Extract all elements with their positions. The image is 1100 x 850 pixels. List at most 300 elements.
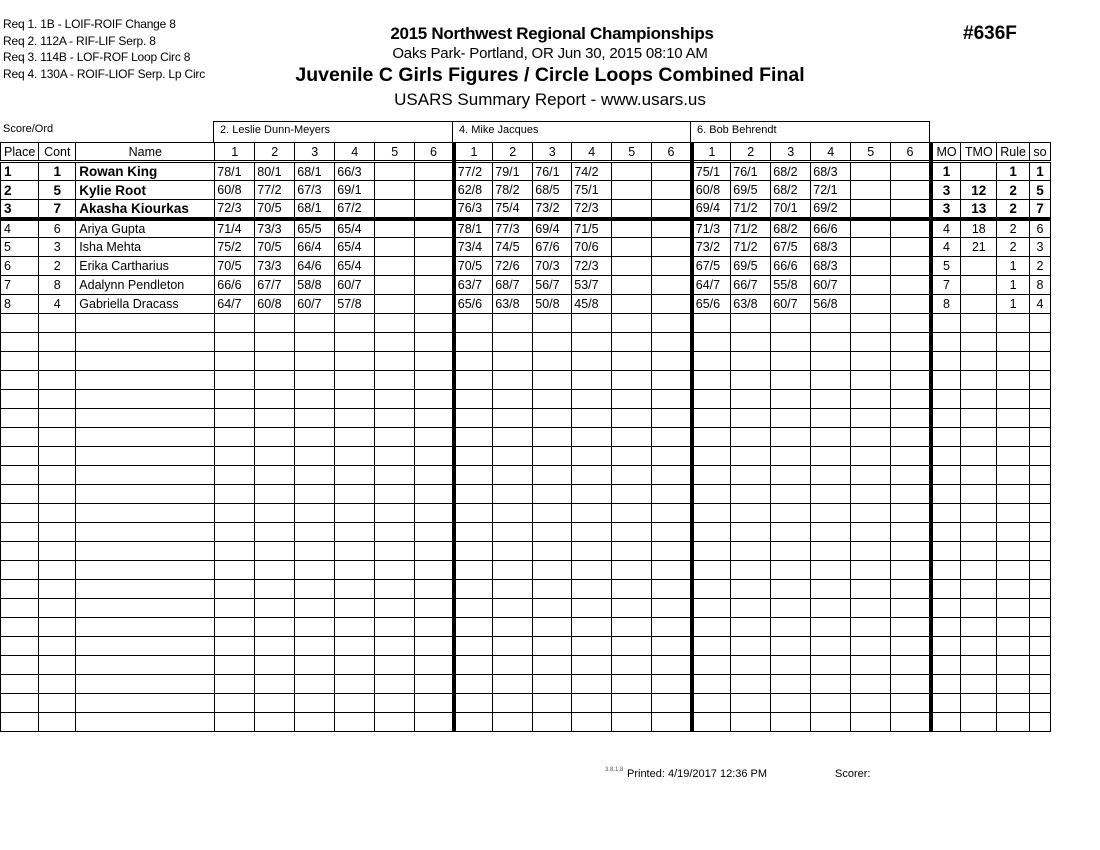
empty-cell	[771, 485, 811, 504]
empty-cell	[335, 694, 375, 713]
score-cell: 75/1	[572, 181, 612, 200]
empty-cell	[1, 542, 39, 561]
empty-cell	[731, 599, 771, 618]
place-cell: 1	[1, 162, 39, 181]
name-cell: Isha Mehta	[76, 238, 215, 257]
empty-cell	[811, 675, 851, 694]
empty-cell	[652, 656, 692, 675]
empty-cell	[255, 618, 295, 637]
col-j3-fig1: 1	[692, 143, 731, 162]
empty-cell	[1, 485, 39, 504]
empty-cell	[572, 504, 612, 523]
score-cell	[652, 276, 692, 295]
empty-cell	[771, 333, 811, 352]
empty-cell	[771, 675, 811, 694]
score-cell: 66/6	[811, 219, 851, 238]
score-cell: 70/1	[771, 200, 811, 219]
empty-cell	[415, 371, 454, 390]
score-cell: 69/2	[811, 200, 851, 219]
empty-cell	[997, 390, 1030, 409]
empty-cell	[493, 428, 533, 447]
event-code: #636F	[963, 23, 1017, 44]
tmo-cell: 13	[961, 200, 997, 219]
score-cell: 65/6	[692, 295, 731, 314]
empty-cell	[997, 485, 1030, 504]
empty-cell	[811, 523, 851, 542]
score-cell	[612, 181, 652, 200]
empty-cell	[76, 656, 215, 675]
empty-cell	[1, 656, 39, 675]
empty-cell	[76, 390, 215, 409]
empty-cell	[931, 485, 961, 504]
empty-cell	[335, 333, 375, 352]
empty-cell	[997, 542, 1030, 561]
score-cell: 68/3	[811, 238, 851, 257]
empty-cell	[771, 523, 811, 542]
score-cell: 53/7	[572, 276, 612, 295]
empty-cell	[851, 694, 891, 713]
empty-row	[1, 314, 1051, 333]
empty-cell	[891, 466, 931, 485]
empty-cell	[533, 485, 572, 504]
empty-row	[1, 561, 1051, 580]
empty-cell	[961, 333, 997, 352]
score-cell	[851, 295, 891, 314]
empty-cell	[76, 694, 215, 713]
empty-cell	[692, 637, 731, 656]
empty-cell	[692, 314, 731, 333]
empty-cell	[1, 314, 39, 333]
empty-cell	[997, 504, 1030, 523]
empty-cell	[454, 390, 493, 409]
empty-cell	[771, 656, 811, 675]
tmo-cell	[961, 162, 997, 181]
empty-cell	[215, 314, 255, 333]
empty-cell	[891, 390, 931, 409]
empty-cell	[851, 409, 891, 428]
so-cell: 5	[1030, 181, 1051, 200]
score-cell	[891, 219, 931, 238]
empty-cell	[76, 333, 215, 352]
empty-cell	[335, 656, 375, 675]
empty-cell	[335, 352, 375, 371]
empty-cell	[891, 542, 931, 561]
empty-cell	[692, 504, 731, 523]
empty-cell	[39, 675, 76, 694]
empty-cell	[931, 314, 961, 333]
empty-row	[1, 333, 1051, 352]
empty-cell	[533, 599, 572, 618]
empty-cell	[255, 428, 295, 447]
empty-cell	[493, 371, 533, 390]
empty-cell	[612, 580, 652, 599]
empty-cell	[931, 371, 961, 390]
empty-cell	[255, 694, 295, 713]
empty-cell	[891, 485, 931, 504]
empty-cell	[731, 504, 771, 523]
empty-cell	[771, 618, 811, 637]
col-j1-fig2: 2	[255, 143, 295, 162]
empty-cell	[415, 466, 454, 485]
empty-cell	[851, 561, 891, 580]
empty-cell	[851, 390, 891, 409]
empty-cell	[76, 485, 215, 504]
empty-cell	[731, 656, 771, 675]
empty-cell	[612, 656, 652, 675]
empty-cell	[891, 561, 931, 580]
empty-cell	[811, 599, 851, 618]
score-cell: 70/5	[454, 257, 493, 276]
empty-cell	[493, 599, 533, 618]
empty-cell	[533, 409, 572, 428]
empty-cell	[891, 580, 931, 599]
empty-cell	[612, 713, 652, 732]
empty-cell	[572, 713, 612, 732]
empty-cell	[851, 333, 891, 352]
table-row	[1, 257, 1051, 276]
empty-row	[1, 466, 1051, 485]
empty-cell	[731, 390, 771, 409]
table-row	[1, 276, 1051, 295]
empty-cell	[961, 504, 997, 523]
place-cell: 4	[1, 219, 39, 238]
score-cell: 76/1	[533, 162, 572, 181]
empty-cell	[692, 675, 731, 694]
empty-cell	[295, 675, 335, 694]
rule-cell: 1	[997, 276, 1030, 295]
empty-cell	[1, 523, 39, 542]
mo-cell: 1	[931, 162, 961, 181]
mo-cell: 5	[931, 257, 961, 276]
col-cont: Cont	[39, 143, 76, 162]
score-cell: 60/7	[295, 295, 335, 314]
empty-cell	[652, 314, 692, 333]
empty-cell	[931, 333, 961, 352]
empty-cell	[771, 599, 811, 618]
empty-cell	[335, 314, 375, 333]
empty-cell	[533, 694, 572, 713]
score-cell	[652, 257, 692, 276]
empty-cell	[612, 466, 652, 485]
empty-cell	[335, 580, 375, 599]
empty-cell	[891, 599, 931, 618]
empty-cell	[454, 542, 493, 561]
empty-cell	[961, 466, 997, 485]
empty-cell	[612, 618, 652, 637]
score-cell	[415, 219, 454, 238]
empty-cell	[454, 637, 493, 656]
empty-cell	[1, 694, 39, 713]
empty-cell	[771, 352, 811, 371]
empty-row	[1, 580, 1051, 599]
empty-cell	[961, 523, 997, 542]
empty-cell	[572, 523, 612, 542]
empty-cell	[255, 314, 295, 333]
empty-cell	[295, 523, 335, 542]
score-cell: 60/8	[692, 181, 731, 200]
empty-cell	[612, 637, 652, 656]
empty-cell	[39, 637, 76, 656]
empty-cell	[961, 390, 997, 409]
empty-cell	[771, 542, 811, 561]
empty-cell	[961, 713, 997, 732]
cont-cell: 6	[39, 219, 76, 238]
empty-cell	[335, 561, 375, 580]
empty-cell	[811, 447, 851, 466]
col-rule: Rule	[997, 143, 1030, 162]
empty-cell	[454, 428, 493, 447]
col-tmo: TMO	[961, 143, 997, 162]
empty-cell	[961, 409, 997, 428]
empty-cell	[572, 618, 612, 637]
empty-cell	[652, 523, 692, 542]
empty-cell	[215, 580, 255, 599]
score-cell: 72/3	[572, 200, 612, 219]
empty-cell	[891, 447, 931, 466]
empty-row	[1, 428, 1051, 447]
printed-timestamp: Printed: 4/19/2017 12:36 PM	[627, 768, 768, 780]
empty-cell	[652, 599, 692, 618]
empty-cell	[295, 637, 335, 656]
empty-cell	[255, 333, 295, 352]
empty-cell	[652, 333, 692, 352]
cont-cell: 8	[39, 276, 76, 295]
score-cell: 70/6	[572, 238, 612, 257]
empty-cell	[39, 599, 76, 618]
empty-cell	[692, 409, 731, 428]
empty-cell	[851, 656, 891, 675]
empty-cell	[1, 409, 39, 428]
name-cell: Gabriella Dracass	[76, 295, 215, 314]
empty-cell	[255, 656, 295, 675]
empty-cell	[454, 314, 493, 333]
empty-cell	[335, 713, 375, 732]
empty-cell	[961, 485, 997, 504]
empty-cell	[891, 618, 931, 637]
empty-cell	[997, 637, 1030, 656]
empty-cell	[931, 580, 961, 599]
empty-cell	[961, 694, 997, 713]
empty-row	[1, 409, 1051, 428]
empty-cell	[692, 713, 731, 732]
col-name: Name	[76, 143, 215, 162]
score-cell: 77/2	[255, 181, 295, 200]
empty-cell	[851, 523, 891, 542]
empty-cell	[215, 504, 255, 523]
empty-cell	[415, 390, 454, 409]
empty-cell	[811, 466, 851, 485]
empty-cell	[454, 618, 493, 637]
empty-cell	[811, 656, 851, 675]
empty-cell	[39, 504, 76, 523]
cont-cell: 7	[39, 200, 76, 219]
empty-cell	[493, 466, 533, 485]
empty-cell	[76, 675, 215, 694]
empty-cell	[295, 447, 335, 466]
empty-cell	[375, 485, 415, 504]
requirement-2: Req 2. 112A - RIF-LIF Serp. 8	[3, 34, 156, 48]
empty-cell	[454, 504, 493, 523]
empty-cell	[533, 333, 572, 352]
empty-cell	[572, 314, 612, 333]
cont-cell: 2	[39, 257, 76, 276]
name-cell: Kylie Root	[76, 181, 215, 200]
score-cell: 73/2	[692, 238, 731, 257]
empty-cell	[731, 314, 771, 333]
empty-cell	[1030, 314, 1051, 333]
empty-cell	[692, 428, 731, 447]
empty-cell	[612, 599, 652, 618]
empty-cell	[375, 694, 415, 713]
empty-cell	[76, 599, 215, 618]
empty-row	[1, 371, 1051, 390]
empty-cell	[76, 561, 215, 580]
empty-cell	[612, 561, 652, 580]
empty-cell	[1, 618, 39, 637]
score-cell: 65/6	[454, 295, 493, 314]
empty-cell	[1, 466, 39, 485]
empty-cell	[572, 580, 612, 599]
column-header-row	[1, 143, 1051, 162]
empty-cell	[692, 580, 731, 599]
empty-cell	[931, 713, 961, 732]
empty-cell	[533, 580, 572, 599]
empty-cell	[533, 504, 572, 523]
rule-cell: 1	[997, 257, 1030, 276]
empty-cell	[335, 485, 375, 504]
empty-cell	[612, 352, 652, 371]
empty-cell	[811, 314, 851, 333]
empty-cell	[335, 371, 375, 390]
empty-cell	[215, 713, 255, 732]
empty-cell	[692, 371, 731, 390]
empty-cell	[415, 713, 454, 732]
score-cell	[612, 219, 652, 238]
score-cell	[891, 276, 931, 295]
name-cell: Akasha Kiourkas	[76, 200, 215, 219]
empty-cell	[335, 599, 375, 618]
score-cell: 73/3	[255, 257, 295, 276]
score-cell	[652, 162, 692, 181]
place-cell: 5	[1, 238, 39, 257]
empty-cell	[255, 561, 295, 580]
score-cell	[375, 257, 415, 276]
score-cell	[891, 200, 931, 219]
so-cell: 3	[1030, 238, 1051, 257]
empty-cell	[731, 428, 771, 447]
empty-cell	[335, 466, 375, 485]
col-j1-fig6: 6	[415, 143, 454, 162]
empty-cell	[652, 409, 692, 428]
empty-cell	[1030, 523, 1051, 542]
empty-cell	[415, 580, 454, 599]
empty-cell	[731, 675, 771, 694]
empty-cell	[1030, 694, 1051, 713]
empty-cell	[295, 504, 335, 523]
empty-cell	[692, 561, 731, 580]
empty-cell	[997, 371, 1030, 390]
empty-cell	[652, 352, 692, 371]
score-cell: 71/2	[731, 200, 771, 219]
empty-cell	[811, 485, 851, 504]
score-cell: 60/8	[215, 181, 255, 200]
empty-cell	[375, 428, 415, 447]
empty-cell	[39, 352, 76, 371]
empty-cell	[215, 371, 255, 390]
empty-cell	[961, 656, 997, 675]
empty-cell	[731, 542, 771, 561]
score-cell	[851, 219, 891, 238]
mo-cell: 7	[931, 276, 961, 295]
requirement-3: Req 3. 114B - LOF-ROF Loop Circ 8	[3, 50, 191, 64]
score-cell	[375, 219, 415, 238]
empty-cell	[415, 694, 454, 713]
empty-cell	[215, 409, 255, 428]
empty-cell	[572, 485, 612, 504]
score-cell	[891, 257, 931, 276]
empty-cell	[415, 618, 454, 637]
empty-cell	[572, 599, 612, 618]
judge-header-3: 6. Bob Behrendt	[690, 121, 930, 142]
score-cell: 79/1	[493, 162, 533, 181]
score-cell	[652, 200, 692, 219]
empty-cell	[572, 333, 612, 352]
empty-cell	[375, 599, 415, 618]
empty-cell	[295, 466, 335, 485]
empty-cell	[731, 409, 771, 428]
requirement-1: Req 1. 1B - LOIF-ROIF Change 8	[3, 17, 176, 31]
empty-cell	[375, 675, 415, 694]
empty-cell	[731, 447, 771, 466]
score-cell: 72/3	[215, 200, 255, 219]
empty-cell	[811, 618, 851, 637]
empty-cell	[731, 371, 771, 390]
empty-cell	[652, 580, 692, 599]
empty-cell	[811, 637, 851, 656]
col-j1-fig4: 4	[335, 143, 375, 162]
col-mo: MO	[931, 143, 961, 162]
empty-cell	[1030, 618, 1051, 637]
empty-cell	[997, 561, 1030, 580]
empty-cell	[1030, 466, 1051, 485]
place-cell: 2	[1, 181, 39, 200]
empty-cell	[692, 485, 731, 504]
empty-cell	[931, 504, 961, 523]
empty-cell	[493, 618, 533, 637]
score-cell: 56/8	[811, 295, 851, 314]
empty-cell	[1030, 485, 1051, 504]
empty-cell	[295, 371, 335, 390]
name-cell: Adalynn Pendleton	[76, 276, 215, 295]
report-name: USARS Summary Report - www.usars.us	[394, 90, 706, 109]
col-j1-fig3: 3	[295, 143, 335, 162]
empty-cell	[215, 523, 255, 542]
score-cell	[652, 238, 692, 257]
score-cell	[612, 295, 652, 314]
empty-cell	[533, 542, 572, 561]
empty-cell	[652, 713, 692, 732]
empty-cell	[931, 409, 961, 428]
empty-cell	[255, 371, 295, 390]
col-j3-fig4: 4	[811, 143, 851, 162]
score-cell: 72/3	[572, 257, 612, 276]
empty-cell	[891, 675, 931, 694]
empty-cell	[1, 333, 39, 352]
empty-cell	[215, 618, 255, 637]
empty-cell	[771, 713, 811, 732]
empty-row	[1, 694, 1051, 713]
empty-cell	[533, 352, 572, 371]
